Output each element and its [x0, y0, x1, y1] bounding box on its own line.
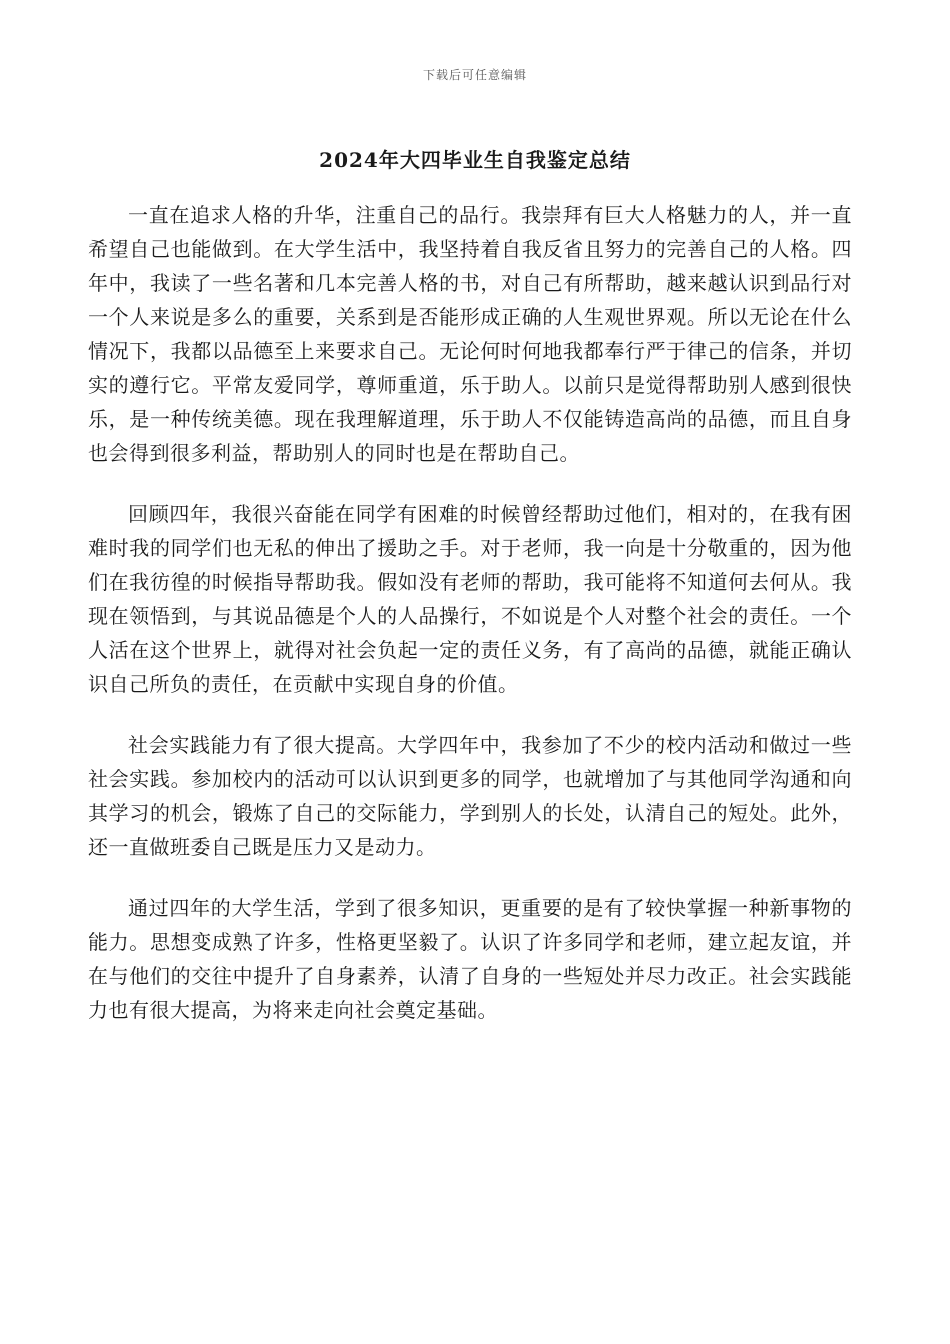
document-body [88, 198, 852, 1054]
paragraph-3: 社会实践能力有了很大提高。大学四年中，我参加了不少的校内活动和做过一些社会实践。参加校内的活动可以认识到更多的同学，也就增加了与其他同学沟通和向其学习的机会，锻炼了自己的交际能力，学到别人的长处，认清自己的短处。此外，还一直做班委自己既是压力又是动力。 [88, 733, 852, 859]
paragraph-4: 通过四年的大学生活，学到了很多知识，更重要的是有了较快掌握一种新事物的能力。思想变成熟了许多，性格更坚毅了。认识了许多同学和老师，建立起友谊，并在与他们的交往中提升了自身素养，认清了自身的一些短处并尽力改正。社会实践能力也有很大提高，为将来走向社会奠定基础。 [88, 896, 852, 1022]
paragraph-2: 回顾四年，我很兴奋能在同学有困难的时候曾经帮助过他们，相对的，在我有困难时我的同学们也无私的伸出了援助之手。对于老师，我一向是十分敬重的，因为他们在我彷徨的时候指导帮助我。假如没有老师的帮助，我可能将不知道何去何从。我现在领悟到，与其说品德是个人的人品操行，不如说是个人对整个社会的责任。一个人活在这个世界上，就得对社会负起一定的责任义务，有了高尚的品德，就能正确认识自己所负的责任，在贡献中实现自身的价值。 [88, 502, 852, 696]
header-note: 下载后可任意编辑 [422, 68, 527, 82]
document-title: 2024年大四毕业生自我鉴定总结 [319, 148, 631, 172]
paragraph-1: 一直在追求人格的升华，注重自己的品行。我崇拜有巨大人格魅力的人，并一直希望自己也能做到。在大学生活中，我坚持着自我反省且努力的完善自己的人格。四年中，我读了一些名著和几本完善人格的书，对自己有所帮助，越来越认识到品行对一个人来说是多么的重要，关系到是否能形成正确的人生观世界观。所以无论在什么情况下，我都以品德至上来要求自己。无论何时何地我都奉行严于律己的信条，并切实的遵行它。平常友爱同学，尊师重道，乐于助人。以前只是觉得帮助别人感到很快乐，是一种传统美德。现在我理解道理，乐于助人不仅能铸造高尚的品德，而且自身也会得到很多利益，帮助别人的同时也是在帮助自己。 [88, 203, 852, 465]
